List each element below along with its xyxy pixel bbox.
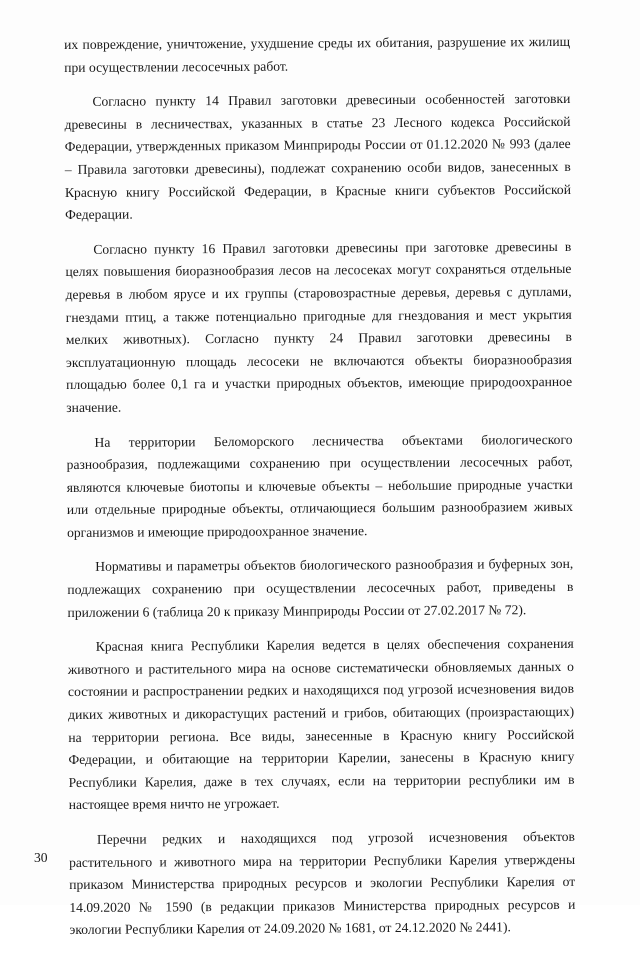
page-number: 30: [34, 850, 48, 865]
paragraph-1: их повреждение, уничтожение, ухудшение среды их обитания, разрушение их жилищ при осуществлении лесосечных работ.: [64, 33, 571, 75]
paragraph-3: Согласно пункту 16 Правил заготовки древесины при заготовке древесины в целях повышения биоразнообразия лесов на лесосеках могут сохраняться отдельные деревья в любом ярусе и их группы (старовозрастные деревья, деревья с дуплами, гнездами птиц, а также потенциально пригодные для гнездования и мест укрытия мелких животных). Согласно пункту 24 Правил заготовки древесины в эксплуатационную площадь лесосеки не включаются объекты биоразнообразия площадью более 0,1 га и участки природных объектов, имеющие природоохранное значение.: [65, 238, 573, 415]
paragraph-7: Перечни редких и находящихся под угрозой исчезновения объектов растительного и животного мира на территории Республики Карелия утверждены приказом Министерства природных ресурсов и экологии Республики Карелия от 14.09.2020 № 1590 (в редакции приказов Министерства природных ресурсов и экологии Республики Карелия от 24.09.2020 № 1681, от 24.12.2020 № 2441).: [69, 828, 576, 938]
paragraph-4: На территории Беломорского лесничества объектами биологического разнообразия, подлежащими сохранению при осуществлении лесосечных работ, являются ключевые биотопы и ключевые объекты – небольшие природные участки или отдельные природные объекты, отличающиеся большим разнообразием живых организмов и имеющие природоохранное значение.: [66, 431, 573, 540]
paragraph-5: Нормативы и параметры объектов биологического разнообразия и буферных зон, подлежащих сохранению при осуществлении лесосечных работ, приведены в приложении 6 (таблица 20 к приказу Минприроды России от 27.02.2017 № 72).: [67, 556, 574, 620]
paragraph-2: Согласно пункту 14 Правил заготовки древесиныи особенностей заготовки древесины в лесничествах, указанных в статье 23 Лесного кодекса Российской Федерации, утвержденных приказом Минприроды России от 01.12.2020 № 993 (далее – Правила заготовки древесины), подлежат сохранению особи видов, занесенных в Красную книгу Российской Федерации, в Красные книги субъектов Российской Федерации.: [64, 91, 572, 223]
paragraph-6: Красная книга Республики Карелия ведется в целях обеспечения сохранения животного и растительного мира на основе систематически обновляемых данных о состоянии и распространении редких и находящихся под угрозой исчезновения видов диких животных и дикорастущих растений и грибов, обитающих (произрастающих) на территории региона. Все виды, занесенные в Красную книгу Российской Федерации, и обитающие на территории Карелии, занесены в Красную книгу Республики Карелия, даже в тех случаях, если на территории республики им в настоящее время ничто не угрожает.: [67, 636, 575, 813]
body-text: [64, 31, 576, 954]
